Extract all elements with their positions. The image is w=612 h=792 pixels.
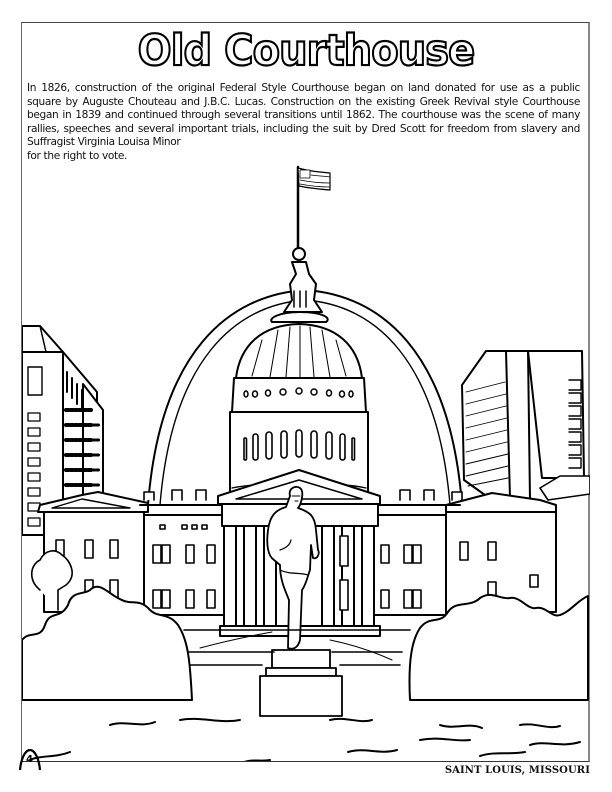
- page-title: Old Courthouse: [137, 26, 475, 76]
- courthouse-illustration: [22, 160, 590, 761]
- page-number: [17, 747, 43, 771]
- description-paragraph: In 1826, construction of the original Federal Style Courthouse began on land donated for use as a public square by Auguste Chouteau and J.B.C. Lucas. Construction on the existing Greek Revival style Courthouse began in 1839 and continued through several transitions until 1862. The courthouse was the scene of many rallies, speeches and several important trials, including the suit by Dred Scott for freedom from slavery and Suffragist Virginia Louisa Minor: [27, 82, 580, 149]
- right-office-tower-icon: [462, 351, 590, 500]
- description-text: [27, 82, 580, 164]
- us-flag-icon: [298, 167, 330, 248]
- lawn-strokes: [30, 719, 580, 761]
- description-paragraph-end: for the right to vote.: [27, 149, 128, 162]
- page-number-text: 4: [26, 754, 33, 765]
- footer-location: SAINT LOUIS, MISSOURI: [444, 765, 590, 776]
